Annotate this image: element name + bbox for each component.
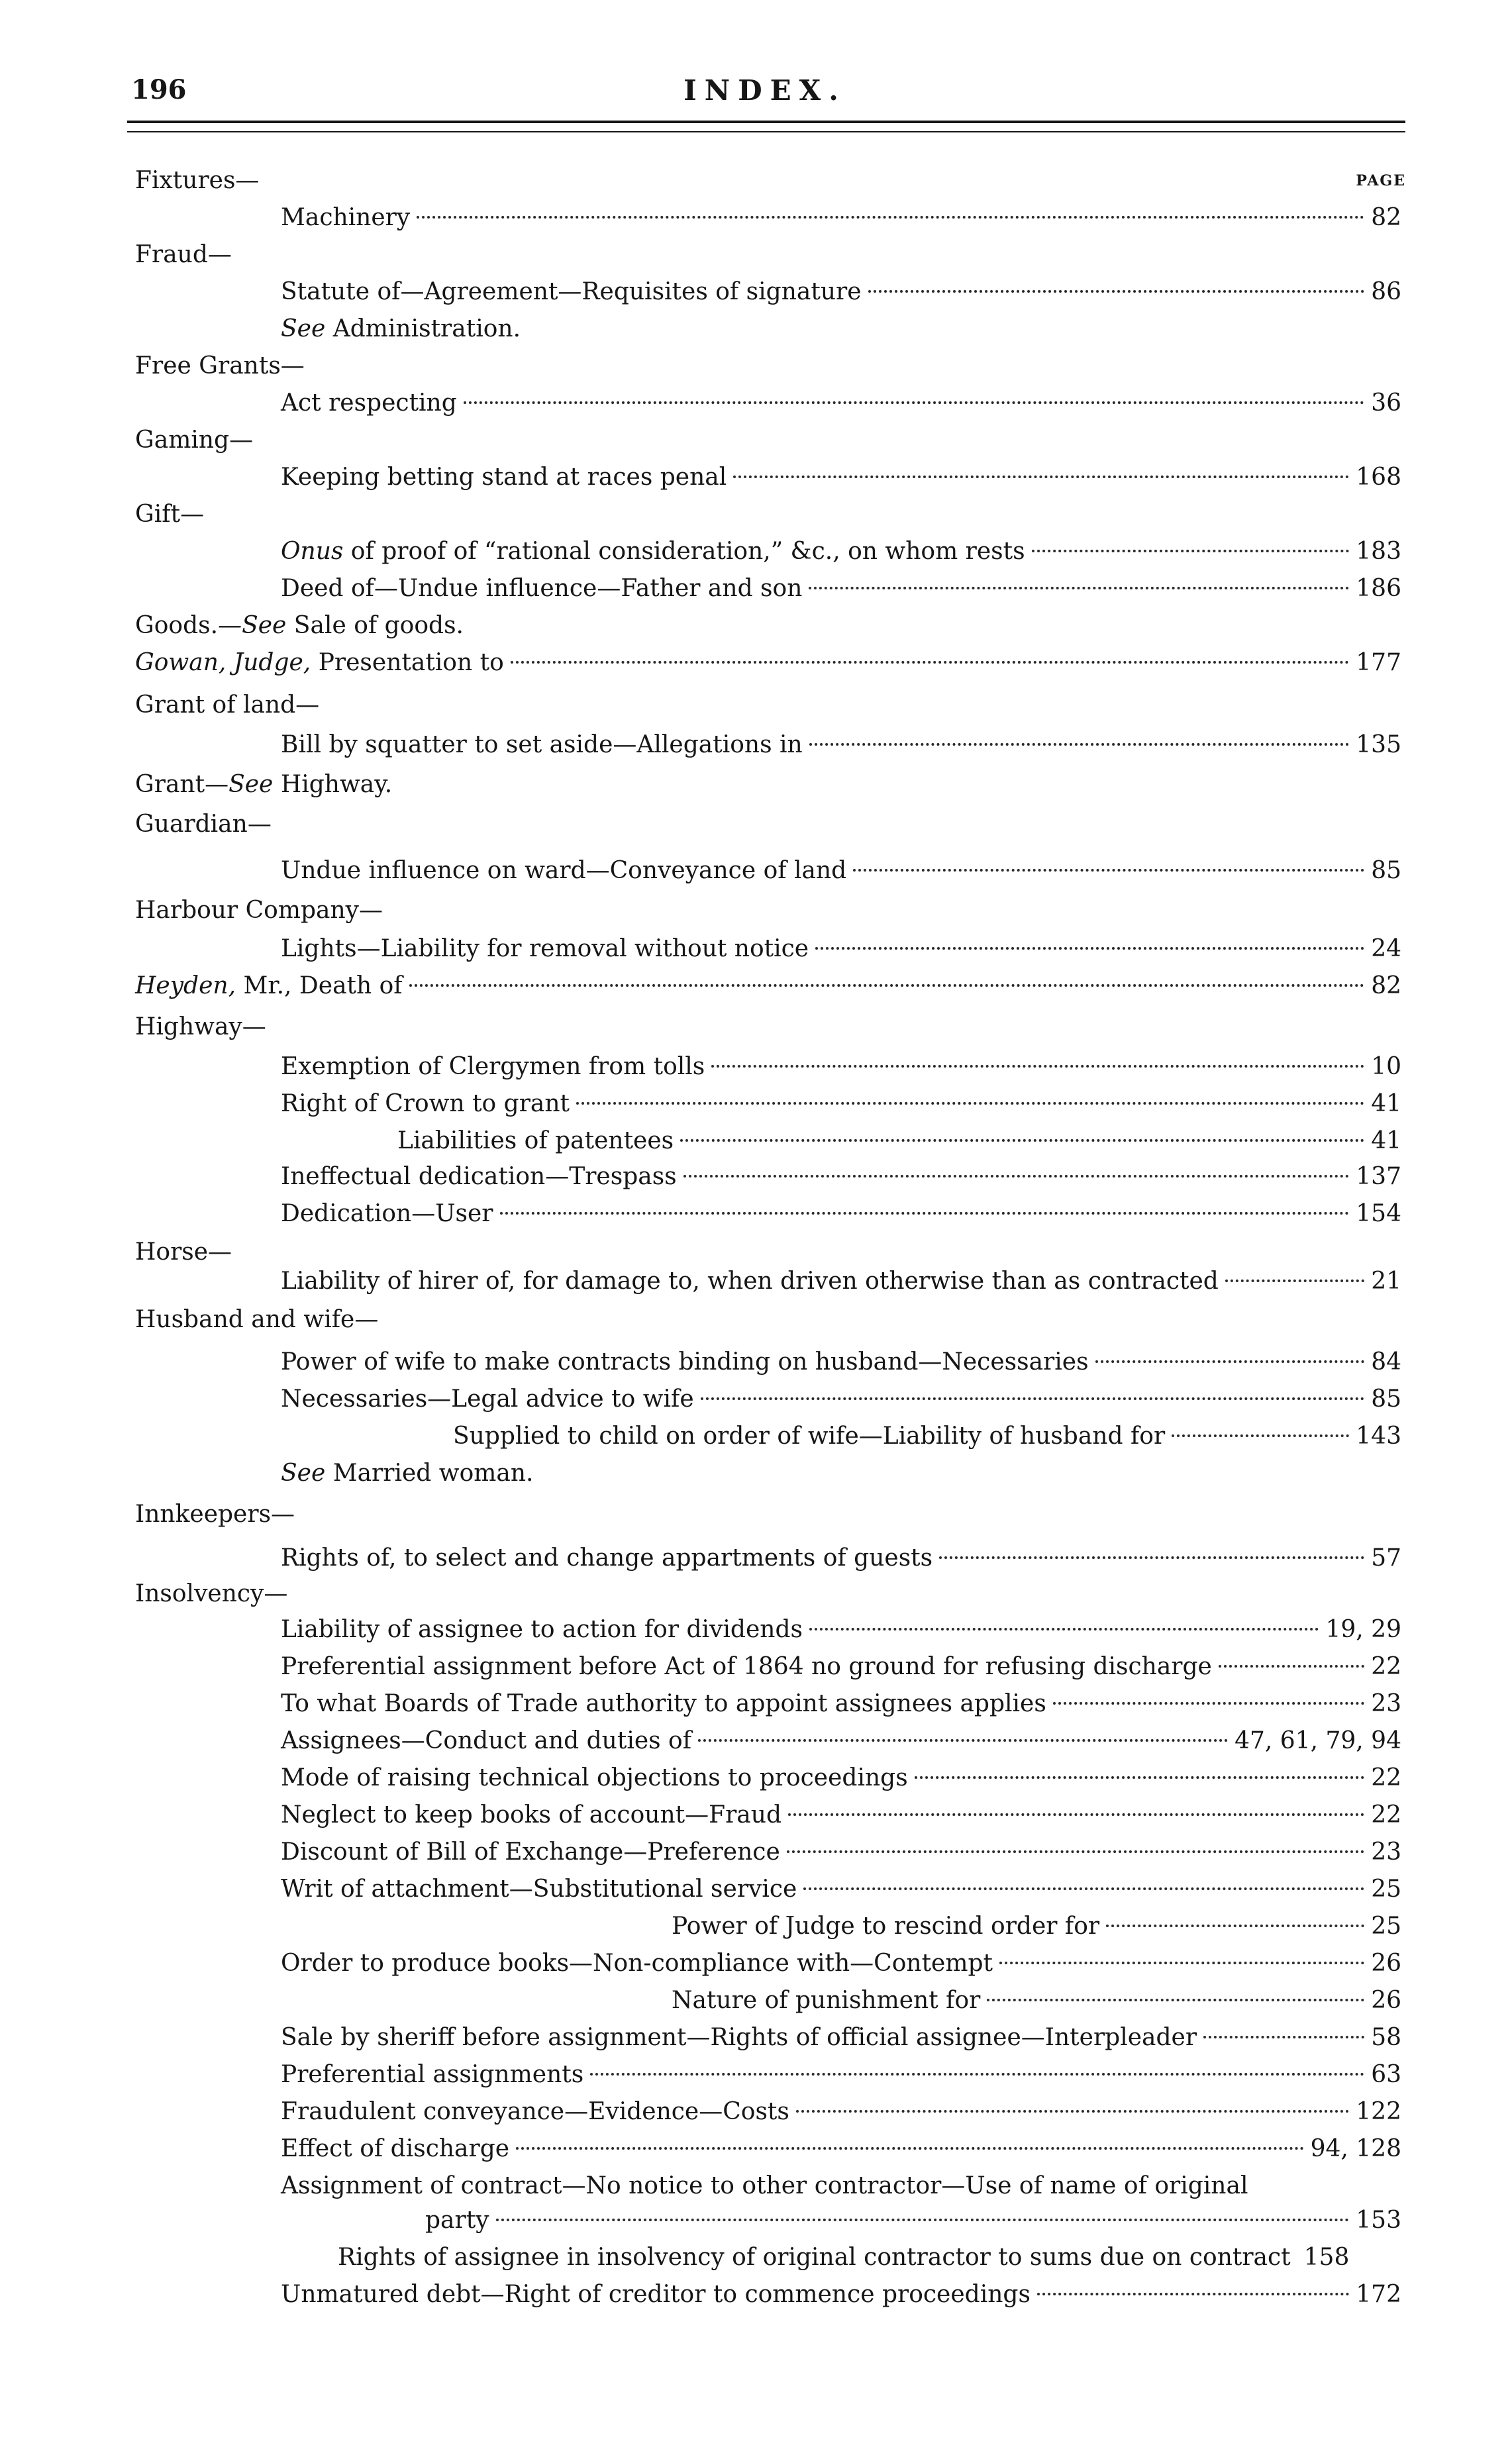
- dot-leader: [683, 1175, 1350, 1178]
- index-entry: [281, 535, 1401, 568]
- entry-label-line1: Assignment of contract—No notice to other contractor—Use of name of original: [281, 2172, 1248, 2199]
- dot-leader: [733, 476, 1349, 478]
- heading-fixtures: Fixtures—: [135, 167, 260, 194]
- entry-label: Liability of hirer of, for damage to, when driven otherwise than as contracted: [281, 1268, 1219, 1295]
- dot-leader: [868, 290, 1365, 293]
- entry-label: Necessaries—Legal advice to wife: [281, 1385, 694, 1413]
- see-reference: [281, 313, 521, 346]
- see-word: —See: [218, 612, 287, 639]
- entry-page: 47, 61, 79, 94: [1235, 1727, 1401, 1754]
- entry-label: Discount of Bill of Exchange—Preference: [281, 1838, 780, 1866]
- entry-page: 41: [1371, 1127, 1401, 1154]
- dot-leader: [511, 661, 1350, 664]
- dot-leader: [496, 2219, 1350, 2221]
- index-entry: [281, 2095, 1401, 2129]
- entry-page: 26: [1371, 1987, 1401, 2014]
- page-number: 196: [131, 74, 187, 105]
- dot-leader: [1037, 2293, 1349, 2295]
- index-entry: [453, 1420, 1401, 1453]
- entry-label: [281, 535, 1032, 568]
- entry-page: 186: [1356, 575, 1401, 602]
- heading-grant: [135, 768, 392, 801]
- index-entry: [281, 387, 1401, 420]
- index-entry: [281, 461, 1401, 494]
- entry-label: Sale by sheriff before assignment—Rights of official assignee—Interpleader: [281, 2024, 1197, 2051]
- entry-page: 57: [1371, 1544, 1401, 1572]
- see-target: Administration.: [325, 315, 521, 342]
- page-title: INDEX.: [683, 74, 846, 107]
- entry-label: party: [425, 2207, 489, 2234]
- see-target: Sale of goods.: [286, 612, 464, 639]
- dot-leader: [590, 2073, 1364, 2076]
- index-entry: [281, 1725, 1401, 1758]
- entry-label: Neglect to keep books of account—Fraud: [281, 1801, 781, 1829]
- entry-page: 154: [1356, 1200, 1401, 1227]
- entry-page: 82: [1371, 972, 1401, 999]
- dot-leader: [711, 1065, 1364, 1068]
- entry-page: 58: [1371, 2024, 1401, 2051]
- see-target: Highway.: [273, 771, 393, 798]
- heading-innkeepers: Innkeepers—: [135, 1501, 295, 1528]
- heyden-rest: Mr., Death of: [236, 972, 403, 999]
- entry-page: 84: [1371, 1348, 1401, 1376]
- entry-label: Dedication—User: [281, 1200, 493, 1227]
- heading-horse: Horse—: [135, 1238, 232, 1266]
- index-entry: [397, 1125, 1401, 1158]
- entry-label: Unmatured debt—Right of creditor to commence proceedings: [281, 2281, 1031, 2308]
- entry-page: 19, 29: [1325, 1616, 1401, 1643]
- index-entry: [281, 932, 1401, 966]
- index-entry: [281, 1762, 1401, 1795]
- dot-leader: [680, 1139, 1364, 1142]
- entry-label: Lights—Liability for removal without notice: [281, 935, 809, 962]
- entry-label: Liabilities of patentees: [397, 1127, 674, 1154]
- dot-leader: [576, 1102, 1364, 1105]
- entry-label: Statute of—Agreement—Requisites of signature: [281, 278, 862, 305]
- entry-label: Assignees—Conduct and duties of: [281, 1727, 692, 1754]
- dot-leader: [464, 401, 1364, 404]
- entry-page: 22: [1371, 1801, 1401, 1829]
- dot-leader: [1225, 1279, 1364, 1282]
- entry-label: Undue influence on ward—Conveyance of land: [281, 857, 847, 884]
- entry-page: 25: [1371, 1876, 1401, 1903]
- running-head: [126, 74, 1404, 114]
- heading-insolvency: Insolvency—: [135, 1580, 288, 1607]
- gowan-name: Gowan, Judge,: [135, 649, 311, 676]
- index-entry: [672, 1984, 1401, 2017]
- entry-page: 183: [1356, 538, 1401, 565]
- index-entry: [281, 2278, 1401, 2311]
- index-entry: [281, 2132, 1401, 2166]
- index-entry: [672, 1910, 1401, 1943]
- see-word: See: [281, 315, 326, 342]
- see-word: See: [228, 771, 274, 798]
- dot-leader: [417, 216, 1364, 219]
- see-word: See: [281, 1460, 326, 1487]
- header-rule-thick: [127, 121, 1405, 123]
- entry-page: 36: [1371, 389, 1401, 417]
- index-entry: [338, 2241, 1401, 2274]
- entry-label: Power of Judge to rescind order for: [672, 1913, 1100, 1940]
- entry-page: 10: [1371, 1053, 1401, 1080]
- entry-page: 172: [1356, 2281, 1401, 2308]
- header-rule-thin: [127, 131, 1405, 132]
- entry-label: Machinery: [281, 204, 411, 231]
- index-entry: [281, 1836, 1401, 1869]
- heading-gift: Gift—: [135, 501, 205, 528]
- entry-page: 177: [1356, 649, 1401, 676]
- index-entry: [135, 646, 1401, 679]
- index-entry: [281, 1799, 1401, 1832]
- dot-leader: [1095, 1360, 1365, 1363]
- index-entry: [281, 854, 1401, 887]
- dot-leader: [815, 947, 1364, 950]
- entry-label: Preferential assignment before Act of 1864 no ground for refusing discharge: [281, 1653, 1212, 1680]
- heading-goods: [135, 609, 464, 642]
- entry-page: 137: [1356, 1163, 1401, 1190]
- dot-leader: [698, 1739, 1228, 1742]
- entry-label: Fraudulent conveyance—Evidence—Costs: [281, 2098, 789, 2125]
- gowan-rest: Presentation to: [311, 649, 504, 676]
- entry-label: Deed of—Undue influence—Father and son: [281, 575, 803, 602]
- entry-page: 85: [1371, 857, 1401, 884]
- dot-leader: [809, 743, 1350, 746]
- entry-label: Order to produce books—Non-compliance with—Contempt: [281, 1950, 993, 1977]
- index-entry: [281, 1873, 1401, 1906]
- dot-leader: [788, 1813, 1364, 1816]
- entry-label: Right of Crown to grant: [281, 1090, 570, 1117]
- index-entry: [425, 2204, 1401, 2237]
- entry-page: 23: [1371, 1838, 1401, 1866]
- dot-leader: [809, 1628, 1319, 1630]
- dot-leader: [409, 984, 1365, 987]
- dot-leader: [1219, 1665, 1364, 1668]
- entry-label: Power of wife to make contracts binding on husband—Necessaries: [281, 1348, 1089, 1376]
- heading-guardian: Guardian—: [135, 811, 272, 838]
- dot-leader: [803, 1887, 1364, 1890]
- index-entry: [281, 1197, 1401, 1230]
- index-entry: [281, 276, 1401, 309]
- dot-leader: [853, 869, 1364, 872]
- entry-page: 94, 128: [1310, 2135, 1401, 2162]
- dot-leader: [516, 2147, 1304, 2150]
- dot-leader: [939, 1556, 1364, 1559]
- index-entry: [281, 1160, 1401, 1193]
- index-entry: [281, 1383, 1401, 1416]
- entry-label: Mode of raising technical objections to proceedings: [281, 1764, 908, 1791]
- dot-leader: [987, 1999, 1364, 2001]
- entry-page: 22: [1371, 1653, 1401, 1680]
- index-entry: [281, 2021, 1401, 2054]
- dot-leader: [1032, 550, 1350, 552]
- index-entry: [281, 1265, 1401, 1298]
- entry-page: 168: [1356, 464, 1401, 491]
- entry-page: 24: [1371, 935, 1401, 962]
- dot-leader: [915, 1776, 1365, 1779]
- entry-label: Nature of punishment for: [672, 1987, 981, 2014]
- index-entry: [281, 1687, 1401, 1721]
- entry-label: [135, 970, 409, 1003]
- onus-rest: of proof of “rational consideration,” &c., on whom rests: [343, 538, 1025, 565]
- dot-leader: [500, 1212, 1350, 1215]
- dot-leader: [787, 1850, 1364, 1853]
- heyden-name: Heyden,: [135, 972, 236, 999]
- entry-page: 25: [1371, 1913, 1401, 1940]
- goods-word: Goods.: [135, 612, 219, 639]
- index-entry: [281, 2058, 1401, 2091]
- heading-highway: Highway—: [135, 1013, 266, 1040]
- entry-label: Supplied to child on order of wife—Liability of husband for: [453, 1423, 1166, 1450]
- index-entry: [281, 1050, 1401, 1083]
- index-entry: [281, 201, 1401, 234]
- entry-page: 153: [1356, 2207, 1401, 2234]
- see-target: Married woman.: [325, 1460, 534, 1487]
- dot-leader: [1106, 1925, 1364, 1927]
- entry-label: Rights of, to select and change appartments of guests: [281, 1544, 933, 1572]
- entry-label: Writ of attachment—Substitutional service: [281, 1876, 797, 1903]
- entry-page: 122: [1356, 2098, 1401, 2125]
- index-entry: [281, 728, 1401, 762]
- dot-leader: [701, 1397, 1365, 1400]
- dot-leader: [999, 1962, 1364, 1964]
- heading-harbour-company: Harbour Company—: [135, 897, 383, 924]
- entry-label: Bill by squatter to set aside—Allegations in: [281, 731, 803, 758]
- index-entry: [281, 1947, 1401, 1980]
- entry-page: 143: [1356, 1423, 1401, 1450]
- entry-page: 23: [1371, 1690, 1401, 1717]
- entry-label: [135, 646, 511, 679]
- grant-word: Grant—: [135, 771, 229, 798]
- index-entry: [281, 1613, 1401, 1646]
- index-entry: [281, 1542, 1401, 1575]
- index-entry: [281, 1650, 1401, 1683]
- heading-gaming: Gaming—: [135, 426, 254, 454]
- entry-page: 82: [1371, 204, 1401, 231]
- entry-page: 41: [1371, 1090, 1401, 1117]
- index-entry: [281, 572, 1401, 605]
- heading-free-grants: Free Grants—: [135, 352, 305, 379]
- entry-page: 26: [1371, 1950, 1401, 1977]
- dot-leader: [1203, 2036, 1364, 2038]
- entry-label: Ineffectual dedication—Trespass: [281, 1163, 677, 1190]
- heading-fraud: Fraud—: [135, 241, 232, 268]
- entry-label: Liability of assignee to action for dividends: [281, 1616, 803, 1643]
- dot-leader: [1172, 1434, 1349, 1437]
- entry-page: 63: [1371, 2061, 1401, 2088]
- entry-page: 85: [1371, 1385, 1401, 1413]
- entry-label: Effect of discharge: [281, 2135, 510, 2162]
- entry-label: Rights of assignee in insolvency of original contractor to sums due on contract: [338, 2244, 1291, 2271]
- entry-label: To what Boards of Trade authority to appoint assignees applies: [281, 1690, 1046, 1717]
- index-entry: [281, 1346, 1401, 1379]
- entry-label: Keeping betting stand at races penal: [281, 464, 727, 491]
- entry-page: 21: [1371, 1268, 1401, 1295]
- heading-husband-and-wife: Husband and wife—: [135, 1306, 379, 1333]
- index-entry: [281, 1087, 1401, 1121]
- dot-leader: [796, 2110, 1349, 2113]
- entry-page: 86: [1371, 278, 1401, 305]
- entry-page: 158: [1303, 2244, 1350, 2271]
- dot-leader: [809, 587, 1349, 589]
- see-reference: [281, 1457, 534, 1490]
- entry-label: Exemption of Clergymen from tolls: [281, 1053, 705, 1080]
- onus-word: Onus: [281, 538, 344, 565]
- entry-page: 135: [1356, 731, 1401, 758]
- entry-page: 22: [1371, 1764, 1401, 1791]
- index-entry: [135, 970, 1401, 1003]
- heading-grant-of-land: Grant of land—: [135, 691, 320, 719]
- entry-label: Act respecting: [281, 389, 457, 417]
- entry-label: Preferential assignments: [281, 2061, 584, 2088]
- page-column-label: PAGE: [1356, 172, 1406, 189]
- dot-leader: [1053, 1702, 1364, 1705]
